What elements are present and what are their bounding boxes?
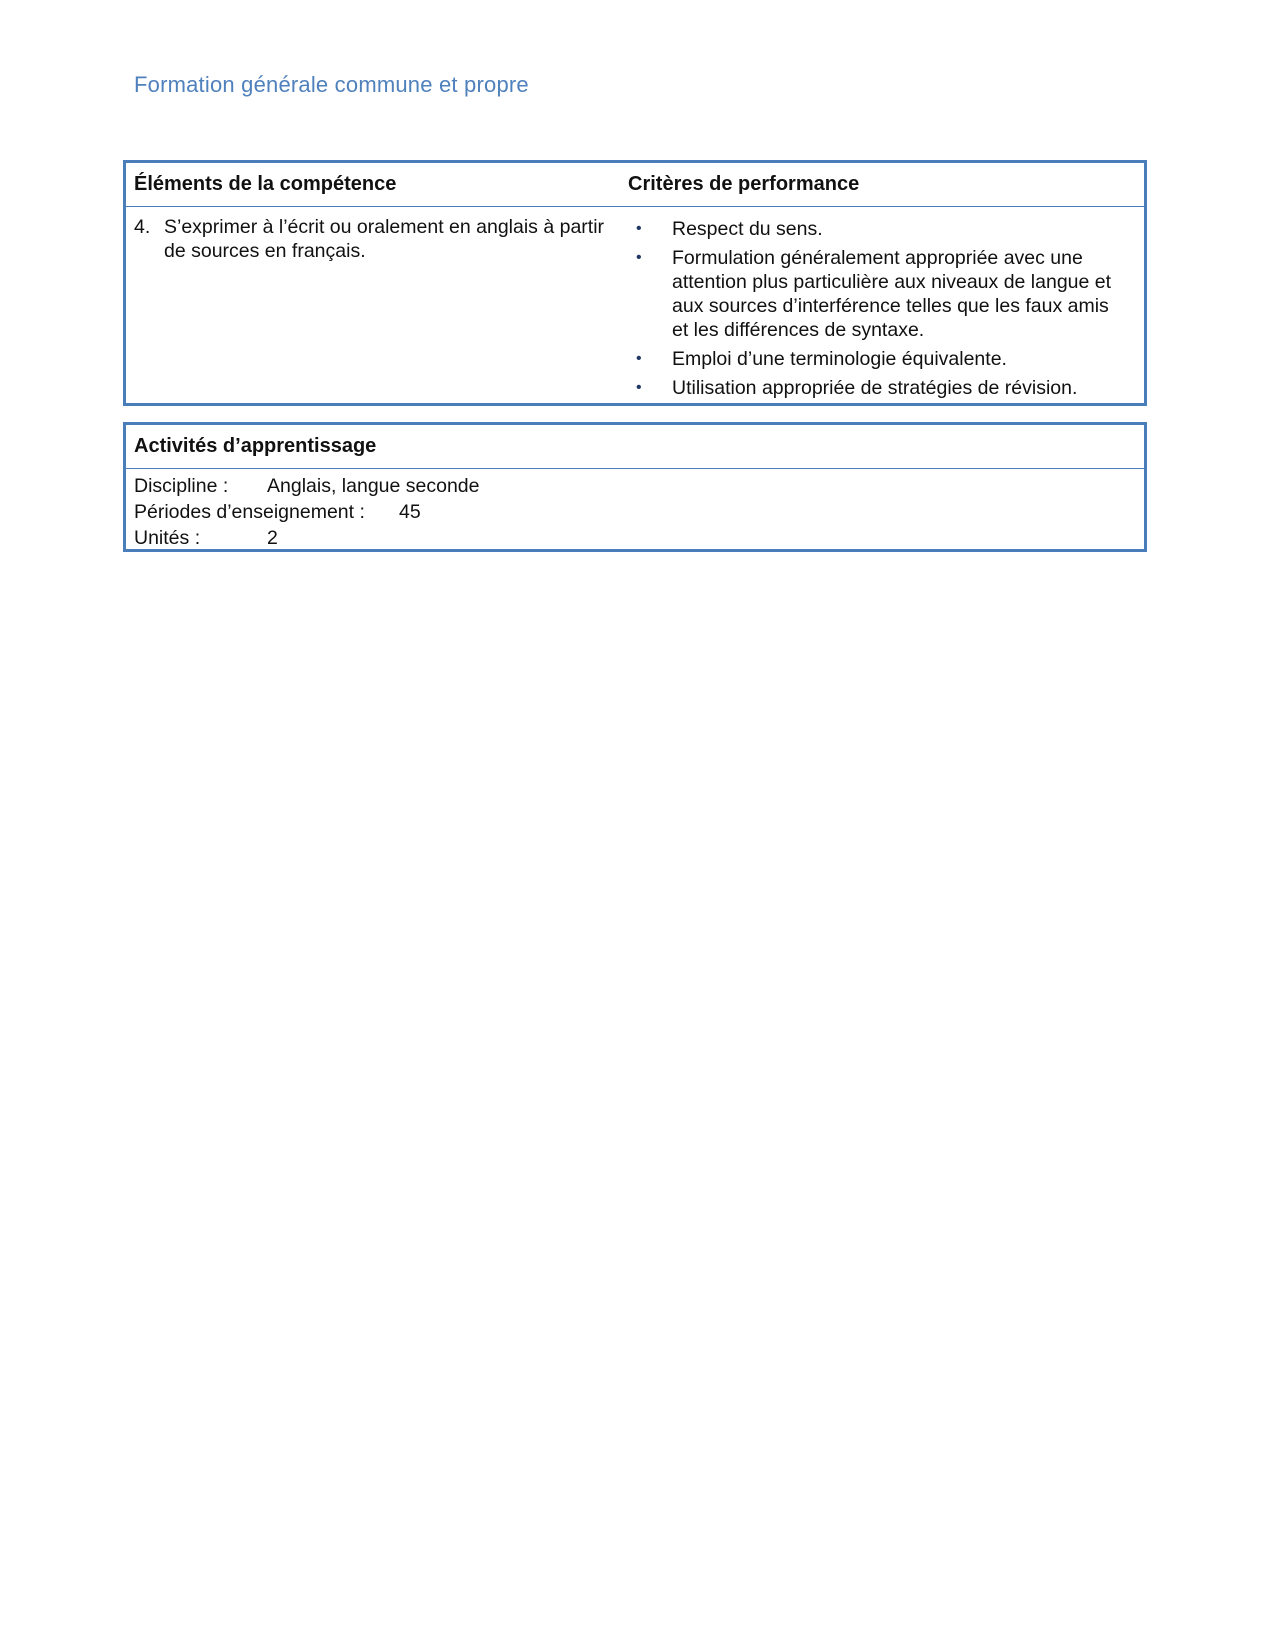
- competence-table-row: [126, 207, 1144, 405]
- bullet-icon: •: [636, 379, 642, 396]
- discipline-line: [134, 473, 1136, 499]
- periods-value: 45: [399, 501, 421, 523]
- criteria-item: [628, 217, 1144, 241]
- criteria-header: Critères de performance: [628, 173, 860, 195]
- criteria-text: Emploi d’une terminologie équivalente.: [672, 348, 1007, 370]
- units-label: Unités :: [134, 527, 201, 549]
- bullet-icon: •: [636, 220, 642, 237]
- criteria-text: Respect du sens.: [672, 218, 823, 240]
- discipline-label: Discipline :: [134, 475, 229, 497]
- bullet-icon: •: [636, 249, 642, 266]
- element-cell: [126, 207, 628, 405]
- units-line: [134, 525, 1136, 551]
- periods-line: [134, 499, 1136, 525]
- activities-body: [126, 469, 1144, 551]
- elements-header: Éléments de la compétence: [134, 173, 397, 195]
- page-header: Formation générale commune et propre: [134, 72, 529, 97]
- competence-table-header: [126, 163, 1144, 207]
- element-number: 4.: [134, 216, 151, 238]
- activities-title: Activités d’apprentissage: [126, 425, 1144, 469]
- units-value: 2: [267, 527, 278, 549]
- element-text: S’exprimer à l’écrit ou oralement en anglais à partir de sources en français.: [164, 216, 605, 262]
- bullet-icon: •: [636, 350, 642, 367]
- criteria-cell: [628, 207, 1144, 405]
- criteria-item: [628, 246, 1144, 342]
- criteria-text: Formulation généralement appropriée avec une attention plus particulière aux niveaux de langue et aux sources d’interférence telles que les faux amis et les différences de syntaxe.: [672, 247, 1112, 341]
- criteria-item: [628, 376, 1144, 400]
- element-item: [134, 207, 628, 263]
- competence-table: [123, 160, 1147, 406]
- criteria-list: [628, 207, 1144, 400]
- discipline-value: Anglais, langue seconde: [267, 475, 480, 497]
- activities-table: [123, 422, 1147, 552]
- criteria-text: Utilisation appropriée de stratégies de révision.: [672, 377, 1078, 399]
- periods-label: Périodes d’enseignement :: [134, 501, 365, 523]
- criteria-item: [628, 347, 1144, 371]
